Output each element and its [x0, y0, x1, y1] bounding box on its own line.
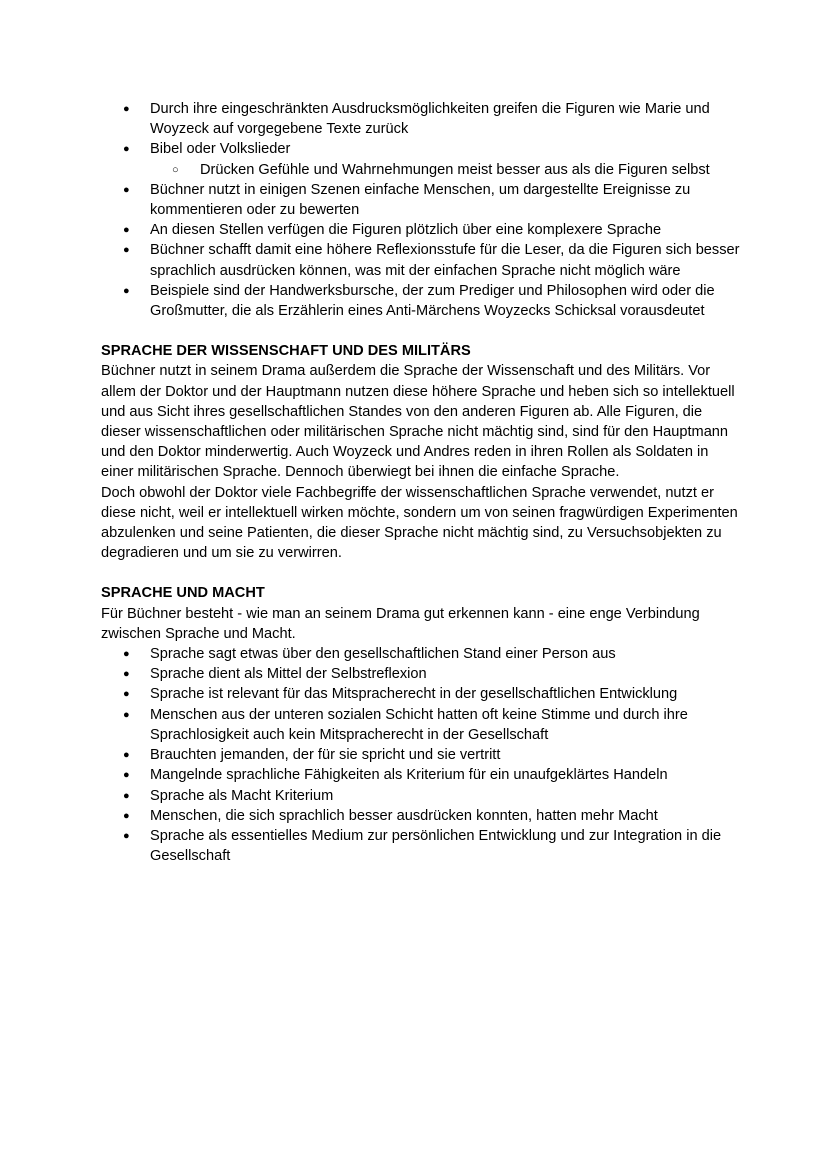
list-item: ● Sprache als Macht Kriterium [101, 786, 741, 806]
list-item: ● An diesen Stellen verfügen die Figuren plötzlich über eine komplexere Sprache [101, 220, 741, 240]
section-heading-science: SPRACHE DER WISSENSCHAFT UND DES MILITÄRS [101, 343, 471, 360]
document-content [101, 99, 741, 866]
list-item: ● Beispiele sind der Handwerksbursche, der zum Prediger und Philosophen wird oder die Großmutter, die als Erzählerin eines Anti-Märchens Woyzecks Schicksal vorausdeutet [101, 281, 741, 321]
list-item: ● Büchner nutzt in einigen Szenen einfache Menschen, um dargestellte Ereignisse zu kommentieren oder zu bewerten [101, 180, 741, 220]
list-item: ● Mangelnde sprachliche Fähigkeiten als Kriterium für ein unaufgeklärtes Handeln [101, 765, 741, 785]
list-item [101, 139, 741, 179]
science-paragraph-1: Büchner nutzt in seinem Drama außerdem die Sprache der Wissenschaft und des Militärs. Vor allem der Doktor und der Hauptmann nutzen diese höhere Sprache und heben sich so intellektuell und aus Sicht ihres gesellschaftlichen Standes von den anderen Figuren ab. Alle Figuren, die dieser wissenschaftlichen oder militärischen Sprache nicht mächtig sind, sind für den Hauptmann und den Doktor minderwertig. Auch Woyzeck und Andres reden in ihren Rollen als Soldaten in einer militärischen Sprache. Dennoch überwiegt bei ihnen die einfache Sprache. [101, 363, 735, 481]
section-heading-power: SPRACHE UND MACHT [101, 585, 265, 602]
list-item-text: Bibel oder Volkslieder [150, 141, 291, 158]
list-item: ● Sprache als essentielles Medium zur persönlichen Entwicklung und zur Integration in die Gesellschaft [101, 826, 741, 866]
intro-bullet-list [101, 99, 741, 321]
list-item: ● Menschen, die sich sprachlich besser ausdrücken konnten, hatten mehr Macht [101, 806, 741, 826]
power-bullet-list [101, 644, 741, 866]
list-item: ● Menschen aus der unteren sozialen Schicht hatten oft keine Stimme und durch ihre Sprachlosigkeit auch kein Mitspracherecht in der Gesellschaft [101, 705, 741, 745]
list-item: ● Büchner schafft damit eine höhere Reflexionsstufe für die Leser, da die Figuren sich besser sprachlich ausdrücken können, was mit der einfachen Sprache nicht möglich wäre [101, 240, 741, 280]
list-item: ● Brauchten jemanden, der für sie spricht und sie vertritt [101, 745, 741, 765]
list-item: ● Sprache sagt etwas über den gesellschaftlichen Stand einer Person aus [101, 644, 741, 664]
sub-bullet-list [150, 160, 741, 180]
power-paragraph: Für Büchner besteht - wie man an seinem Drama gut erkennen kann - eine enge Verbindung zwischen Sprache und Macht. [101, 605, 700, 642]
sub-list-item: ○ Drücken Gefühle und Wahrnehmungen meist besser aus als die Figuren selbst [101, 160, 741, 180]
list-item: ● Sprache ist relevant für das Mitspracherecht in der gesellschaftlichen Entwicklung [101, 684, 741, 704]
list-item: ● Durch ihre eingeschränkten Ausdrucksmöglichkeiten greifen die Figuren wie Marie und Woyzeck auf vorgegebene Texte zurück [101, 99, 741, 139]
science-paragraph-2: Doch obwohl der Doktor viele Fachbegriffe der wissenschaftlichen Sprache verwendet, nutzt er diese nicht, weil er intellektuell wirken möchte, sondern um von seinen fragwürdigen Experimenten abzulenken und seine Patienten, die dieser Sprache nicht mächtig sind, zu Versuchsobjekten zu degradieren und um sie zu verwirren. [101, 484, 738, 562]
list-item: ● Sprache dient als Mittel der Selbstreflexion [101, 664, 741, 684]
